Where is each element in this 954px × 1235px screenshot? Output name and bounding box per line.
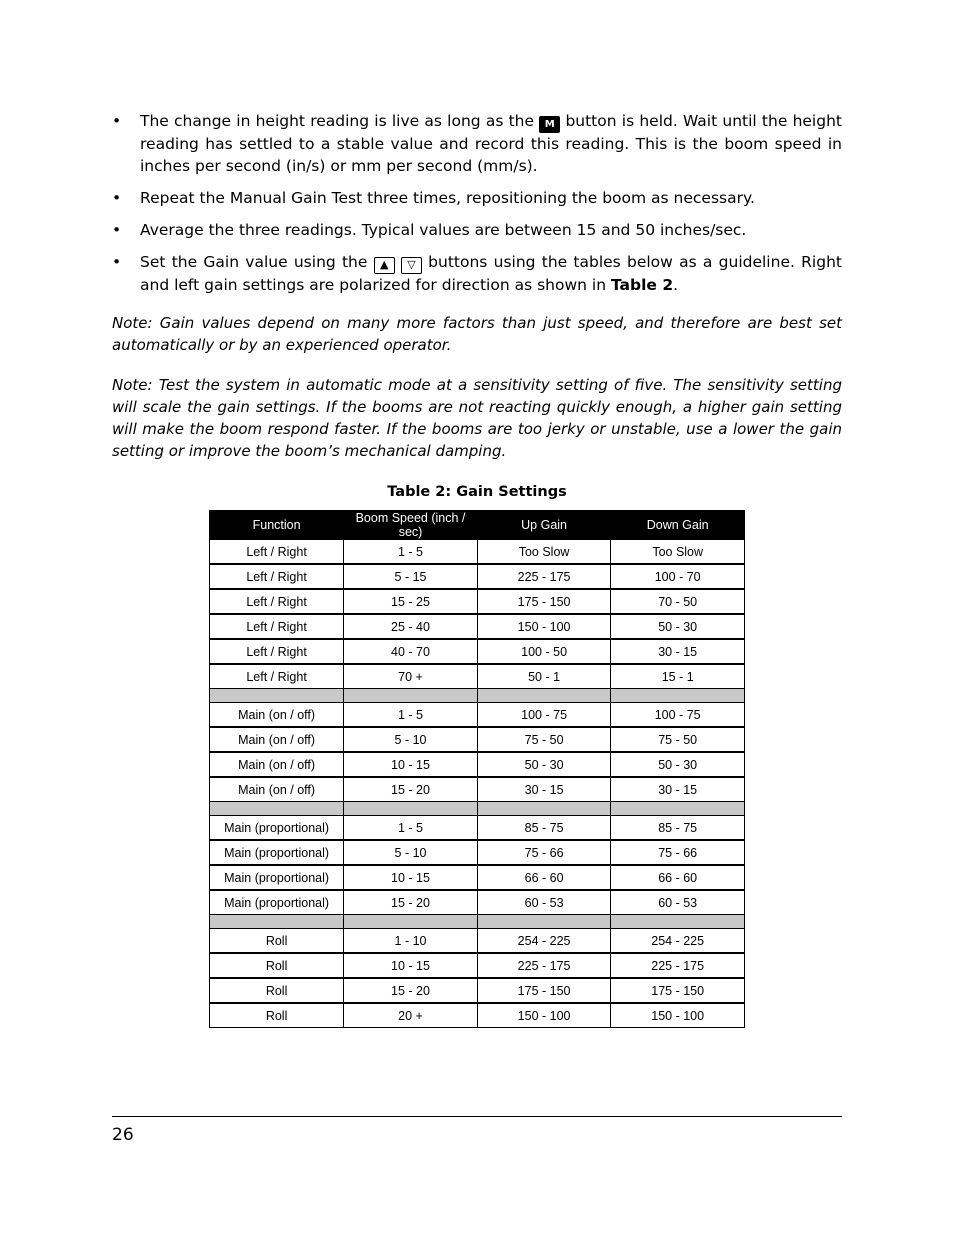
note-gain-values: Note: Gain values depend on many more factors than just speed, and therefore are best set automatically or by an experienced operator. bbox=[112, 314, 842, 354]
cell-down-gain: 50 - 30 bbox=[611, 614, 745, 639]
separator-cell bbox=[344, 689, 478, 703]
cell-down-gain: 175 - 150 bbox=[611, 978, 745, 1003]
cell-boom-speed: 20 + bbox=[344, 1003, 478, 1028]
table-body bbox=[210, 540, 745, 1028]
cell-down-gain: 75 - 66 bbox=[611, 840, 745, 865]
separator-cell bbox=[344, 915, 478, 929]
table-row bbox=[210, 840, 745, 865]
list-item: • The change in height reading is live as long as the M button is held. Wait until the height reading has settled to a stable value and record this reading. This is the boom speed in inches per second (in/s) or mm per second (mm/s). bbox=[112, 112, 842, 175]
table-caption: Table 2: Gain Settings bbox=[387, 484, 567, 500]
cell-function: Main (on / off) bbox=[210, 727, 344, 752]
cell-down-gain: 100 - 70 bbox=[611, 564, 745, 589]
cell-down-gain: 66 - 60 bbox=[611, 865, 745, 890]
cell-function: Main (proportional) bbox=[210, 890, 344, 915]
separator-cell bbox=[210, 689, 344, 703]
table-row bbox=[210, 890, 745, 915]
table-reference: Table 2 bbox=[610, 276, 674, 294]
table-row bbox=[210, 703, 745, 728]
cell-up-gain: 175 - 150 bbox=[477, 978, 611, 1003]
table-row bbox=[210, 953, 745, 978]
cell-up-gain: 254 - 225 bbox=[477, 929, 611, 954]
cell-up-gain: 75 - 50 bbox=[477, 727, 611, 752]
table-row bbox=[210, 865, 745, 890]
cell-boom-speed: 15 - 25 bbox=[344, 589, 478, 614]
cell-boom-speed: 10 - 15 bbox=[344, 953, 478, 978]
cell-up-gain: 75 - 66 bbox=[477, 840, 611, 865]
header-down-gain: Down Gain bbox=[611, 511, 745, 540]
cell-function: Roll bbox=[210, 1003, 344, 1028]
gain-settings-table bbox=[209, 510, 745, 1028]
table-row bbox=[210, 816, 745, 841]
up-arrow-key-icon: ▲ bbox=[374, 257, 395, 274]
cell-boom-speed: 1 - 5 bbox=[344, 703, 478, 728]
cell-down-gain: Too Slow bbox=[611, 540, 745, 565]
cell-up-gain: 66 - 60 bbox=[477, 865, 611, 890]
table-row bbox=[210, 727, 745, 752]
table-row bbox=[210, 777, 745, 802]
cell-boom-speed: 5 - 10 bbox=[344, 840, 478, 865]
cell-function: Left / Right bbox=[210, 589, 344, 614]
instruction-list bbox=[112, 110, 842, 296]
cell-boom-speed: 1 - 5 bbox=[344, 540, 478, 565]
cell-function: Roll bbox=[210, 953, 344, 978]
cell-function: Main (proportional) bbox=[210, 840, 344, 865]
cell-function: Left / Right bbox=[210, 540, 344, 565]
list-item: • Repeat the Manual Gain Test three times, repositioning the boom as necessary. bbox=[112, 189, 755, 207]
table-row bbox=[210, 664, 745, 689]
page-content bbox=[112, 110, 842, 1028]
table-row bbox=[210, 752, 745, 777]
table-row bbox=[210, 614, 745, 639]
header-boom-speed: Boom Speed (inch / sec) bbox=[344, 511, 478, 540]
group-separator-row bbox=[210, 915, 745, 929]
cell-boom-speed: 10 - 15 bbox=[344, 865, 478, 890]
cell-up-gain: Too Slow bbox=[477, 540, 611, 565]
separator-cell bbox=[477, 915, 611, 929]
table-row bbox=[210, 564, 745, 589]
cell-up-gain: 100 - 50 bbox=[477, 639, 611, 664]
cell-up-gain: 175 - 150 bbox=[477, 589, 611, 614]
cell-down-gain: 225 - 175 bbox=[611, 953, 745, 978]
cell-boom-speed: 70 + bbox=[344, 664, 478, 689]
cell-down-gain: 100 - 75 bbox=[611, 703, 745, 728]
cell-up-gain: 85 - 75 bbox=[477, 816, 611, 841]
cell-function: Main (proportional) bbox=[210, 816, 344, 841]
separator-cell bbox=[477, 689, 611, 703]
cell-function: Main (on / off) bbox=[210, 703, 344, 728]
cell-up-gain: 225 - 175 bbox=[477, 564, 611, 589]
cell-boom-speed: 40 - 70 bbox=[344, 639, 478, 664]
separator-cell bbox=[611, 802, 745, 816]
cell-up-gain: 100 - 75 bbox=[477, 703, 611, 728]
separator-cell bbox=[611, 689, 745, 703]
cell-down-gain: 50 - 30 bbox=[611, 752, 745, 777]
down-arrow-key-icon: ▽ bbox=[401, 257, 422, 274]
table-row bbox=[210, 929, 745, 954]
bullet-icon: • bbox=[112, 112, 122, 130]
page-footer bbox=[112, 1116, 842, 1145]
cell-down-gain: 60 - 53 bbox=[611, 890, 745, 915]
cell-boom-speed: 15 - 20 bbox=[344, 978, 478, 1003]
cell-down-gain: 30 - 15 bbox=[611, 777, 745, 802]
table-row bbox=[210, 540, 745, 565]
cell-boom-speed: 5 - 15 bbox=[344, 564, 478, 589]
cell-boom-speed: 15 - 20 bbox=[344, 890, 478, 915]
cell-down-gain: 30 - 15 bbox=[611, 639, 745, 664]
separator-cell bbox=[611, 915, 745, 929]
cell-boom-speed: 10 - 15 bbox=[344, 752, 478, 777]
table-row bbox=[210, 978, 745, 1003]
separator-cell bbox=[477, 802, 611, 816]
cell-function: Left / Right bbox=[210, 664, 344, 689]
cell-function: Roll bbox=[210, 978, 344, 1003]
table-row bbox=[210, 1003, 745, 1028]
cell-boom-speed: 1 - 5 bbox=[344, 816, 478, 841]
cell-down-gain: 150 - 100 bbox=[611, 1003, 745, 1028]
cell-down-gain: 75 - 50 bbox=[611, 727, 745, 752]
separator-cell bbox=[210, 802, 344, 816]
cell-function: Main (proportional) bbox=[210, 865, 344, 890]
cell-function: Main (on / off) bbox=[210, 777, 344, 802]
bullet-icon: • bbox=[112, 221, 122, 239]
note-sensitivity: Note: Test the system in automatic mode at a sensitivity setting of five. The sensitivity setting will scale the gain settings. If the booms are not reacting quickly enough, a higher gain setting will make the boom respond faster. If the booms are too jerky or unstable, use a lower the gain setting or improve the boom’s mechanical damping. bbox=[112, 376, 842, 460]
page-number: 26 bbox=[112, 1125, 134, 1145]
cell-down-gain: 15 - 1 bbox=[611, 664, 745, 689]
header-function: Function bbox=[210, 511, 344, 540]
separator-cell bbox=[344, 802, 478, 816]
cell-down-gain: 70 - 50 bbox=[611, 589, 745, 614]
cell-function: Main (on / off) bbox=[210, 752, 344, 777]
header-up-gain: Up Gain bbox=[477, 511, 611, 540]
bullet-icon: • bbox=[112, 189, 122, 207]
list-item: • Average the three readings. Typical values are between 15 and 50 inches/sec. bbox=[112, 221, 747, 239]
cell-boom-speed: 15 - 20 bbox=[344, 777, 478, 802]
cell-up-gain: 150 - 100 bbox=[477, 614, 611, 639]
cell-function: Roll bbox=[210, 929, 344, 954]
cell-function: Left / Right bbox=[210, 564, 344, 589]
cell-function: Left / Right bbox=[210, 614, 344, 639]
table-header-row bbox=[210, 511, 745, 540]
cell-down-gain: 85 - 75 bbox=[611, 816, 745, 841]
cell-up-gain: 150 - 100 bbox=[477, 1003, 611, 1028]
separator-cell bbox=[210, 915, 344, 929]
cell-boom-speed: 25 - 40 bbox=[344, 614, 478, 639]
cell-function: Left / Right bbox=[210, 639, 344, 664]
cell-up-gain: 30 - 15 bbox=[477, 777, 611, 802]
cell-down-gain: 254 - 225 bbox=[611, 929, 745, 954]
cell-up-gain: 50 - 1 bbox=[477, 664, 611, 689]
cell-boom-speed: 5 - 10 bbox=[344, 727, 478, 752]
group-separator-row bbox=[210, 689, 745, 703]
cell-up-gain: 225 - 175 bbox=[477, 953, 611, 978]
list-item: • Set the Gain value using the ▲ ▽ buttons using the tables below as a guideline. Right and left gain settings are polarized for direction as shown in Table 2. bbox=[112, 253, 842, 294]
table-row bbox=[210, 589, 745, 614]
bullet-icon: • bbox=[112, 253, 122, 271]
cell-up-gain: 50 - 30 bbox=[477, 752, 611, 777]
cell-up-gain: 60 - 53 bbox=[477, 890, 611, 915]
group-separator-row bbox=[210, 802, 745, 816]
m-key-icon: M bbox=[539, 116, 560, 133]
table-row bbox=[210, 639, 745, 664]
cell-boom-speed: 1 - 10 bbox=[344, 929, 478, 954]
